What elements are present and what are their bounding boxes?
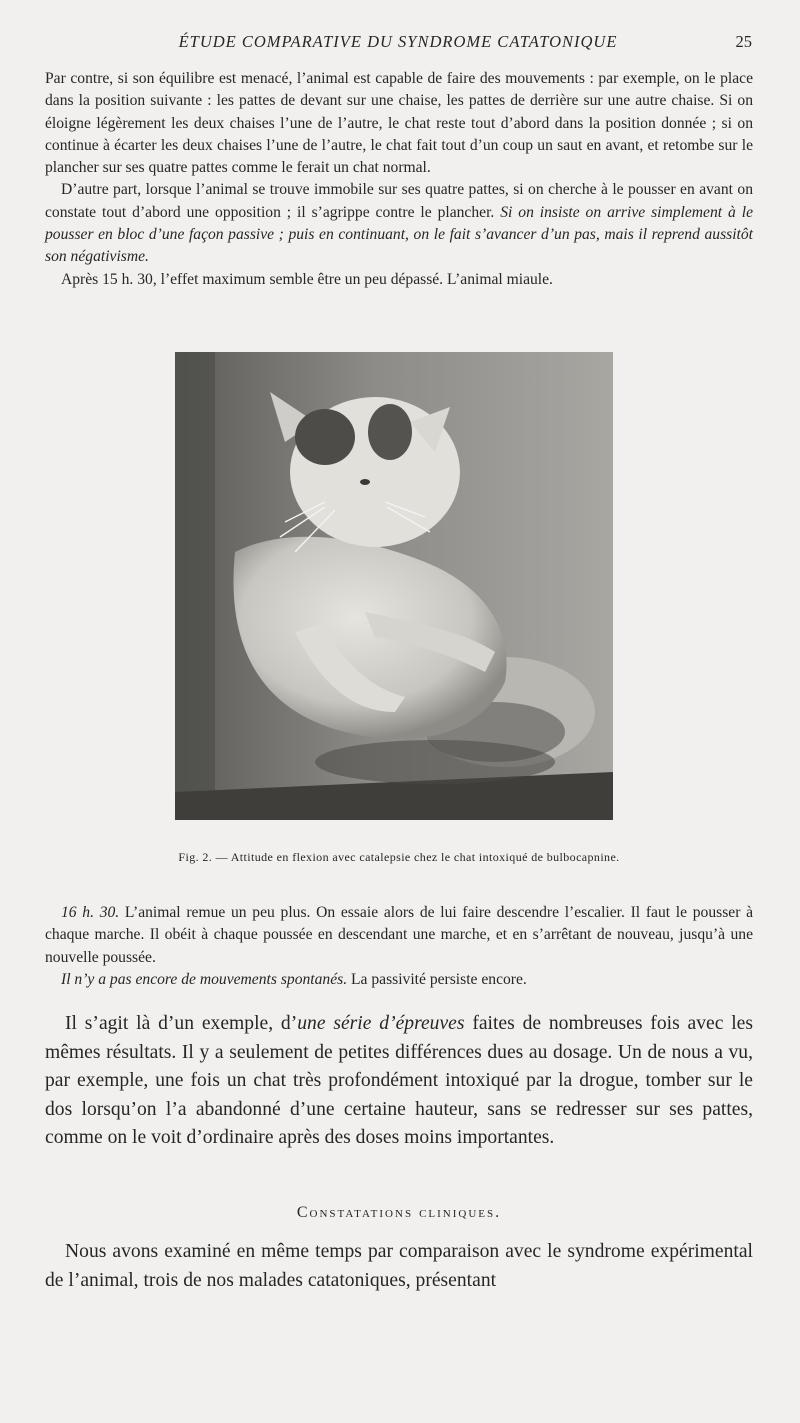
paragraph-opposition-text: D’autre part, lorsque l’animal se trouve immobile sur ses quatre pattes, si on cherche à le pousser en avant on constate tout d’abord une opposition ; il s’agrippe contre le plancher. [45, 181, 753, 221]
paragraph-no-spontaneous-italic: Il n’y a pas encore de mouvements spontanés. [61, 970, 348, 988]
series-text-before: Il s’agit là d’un exemple, d’ [65, 1013, 298, 1034]
section-heading: Constatations cliniques. [296, 1204, 502, 1221]
paragraph-clinical-body: Nous avons examiné en même temps par comparaison avec le syndrome expérimental de l’animal, trois de nos malades catatoniques, présentant [45, 1241, 753, 1291]
series-italic: une série d’épreuves [297, 1013, 465, 1034]
figure-caption: Fig. 2. — Attitude en flexion avec catalepsie chez le chat intoxiqué de bulbocapnine. [178, 850, 620, 864]
text-block-top [45, 68, 753, 291]
paragraph-series-of-tests-body [45, 1010, 753, 1153]
paragraph-opposition-italic: Si on insiste on arrive simplement à le pousser en bloc d’une façon passive ; puis en continuant, on le fait s’avancer d’un pas, mais il reprend aussitôt son négativisme. [45, 203, 753, 266]
paragraph-equilibrium: Par contre, si son équilibre est menacé, l’animal est capable de faire des mouvements : par exemple, on le place dans la position suivante : les pattes de devant sur une chaise, les pattes de derrière sur une autre chaise. Si on éloigne légèrement les deux chaises l’une de l’autre, le chat reste tout d’abord dans la position donnée ; si on continue à écarter les deux chaises l’une de l’autre, le chat fait tout d’un coup un saut en avant, et retombe sur le plancher sur ses quatre pattes comme le ferait un chat normal. [45, 70, 753, 177]
time-prefix: 16 h. 30. [61, 904, 120, 921]
figure-cat-photo [175, 352, 613, 820]
paragraph-clinical [45, 1238, 753, 1295]
paragraph-after-15h30: Après 15 h. 30, l’effet maximum semble être un peu dépassé. L’animal miaule. [61, 270, 553, 288]
paragraph-16h30-text: L’animal remue un peu plus. On essaie alors de lui faire descendre l’escalier. Il faut le pousser à chaque marche. Il obéit à chaque poussée en descendant une marche, et en s’arrêtant de nouveau, jusqu’à une nouvelle poussée. [45, 904, 754, 966]
paragraph-series-of-tests [45, 1010, 753, 1153]
page-number: 25 [735, 32, 752, 51]
cat-photograph [175, 352, 613, 820]
series-text-after: faites de nombreuses fois avec les mêmes résultats. Il y a seulement de petites différences dues au dosage. Un de nous a vu, par exemple, une fois un chat très profondément intoxiqué par la drogue, tomber sur le dos lorsqu’on l’a abandonné d’une certaine hauteur, sans se redresser sur ses pattes, comme on le voit d’ordinaire après des doses moins importantes. [45, 1013, 753, 1149]
paragraph-opposition [45, 179, 753, 268]
paragraph-16h30 [45, 902, 753, 969]
running-title: ÉTUDE COMPARATIVE DU SYNDROME CATATONIQUE [178, 32, 618, 51]
text-block-after-figure [45, 902, 753, 991]
paragraph-no-spontaneous-text: La passivité persiste encore. [347, 970, 527, 988]
paragraph-no-spontaneous [45, 969, 753, 991]
